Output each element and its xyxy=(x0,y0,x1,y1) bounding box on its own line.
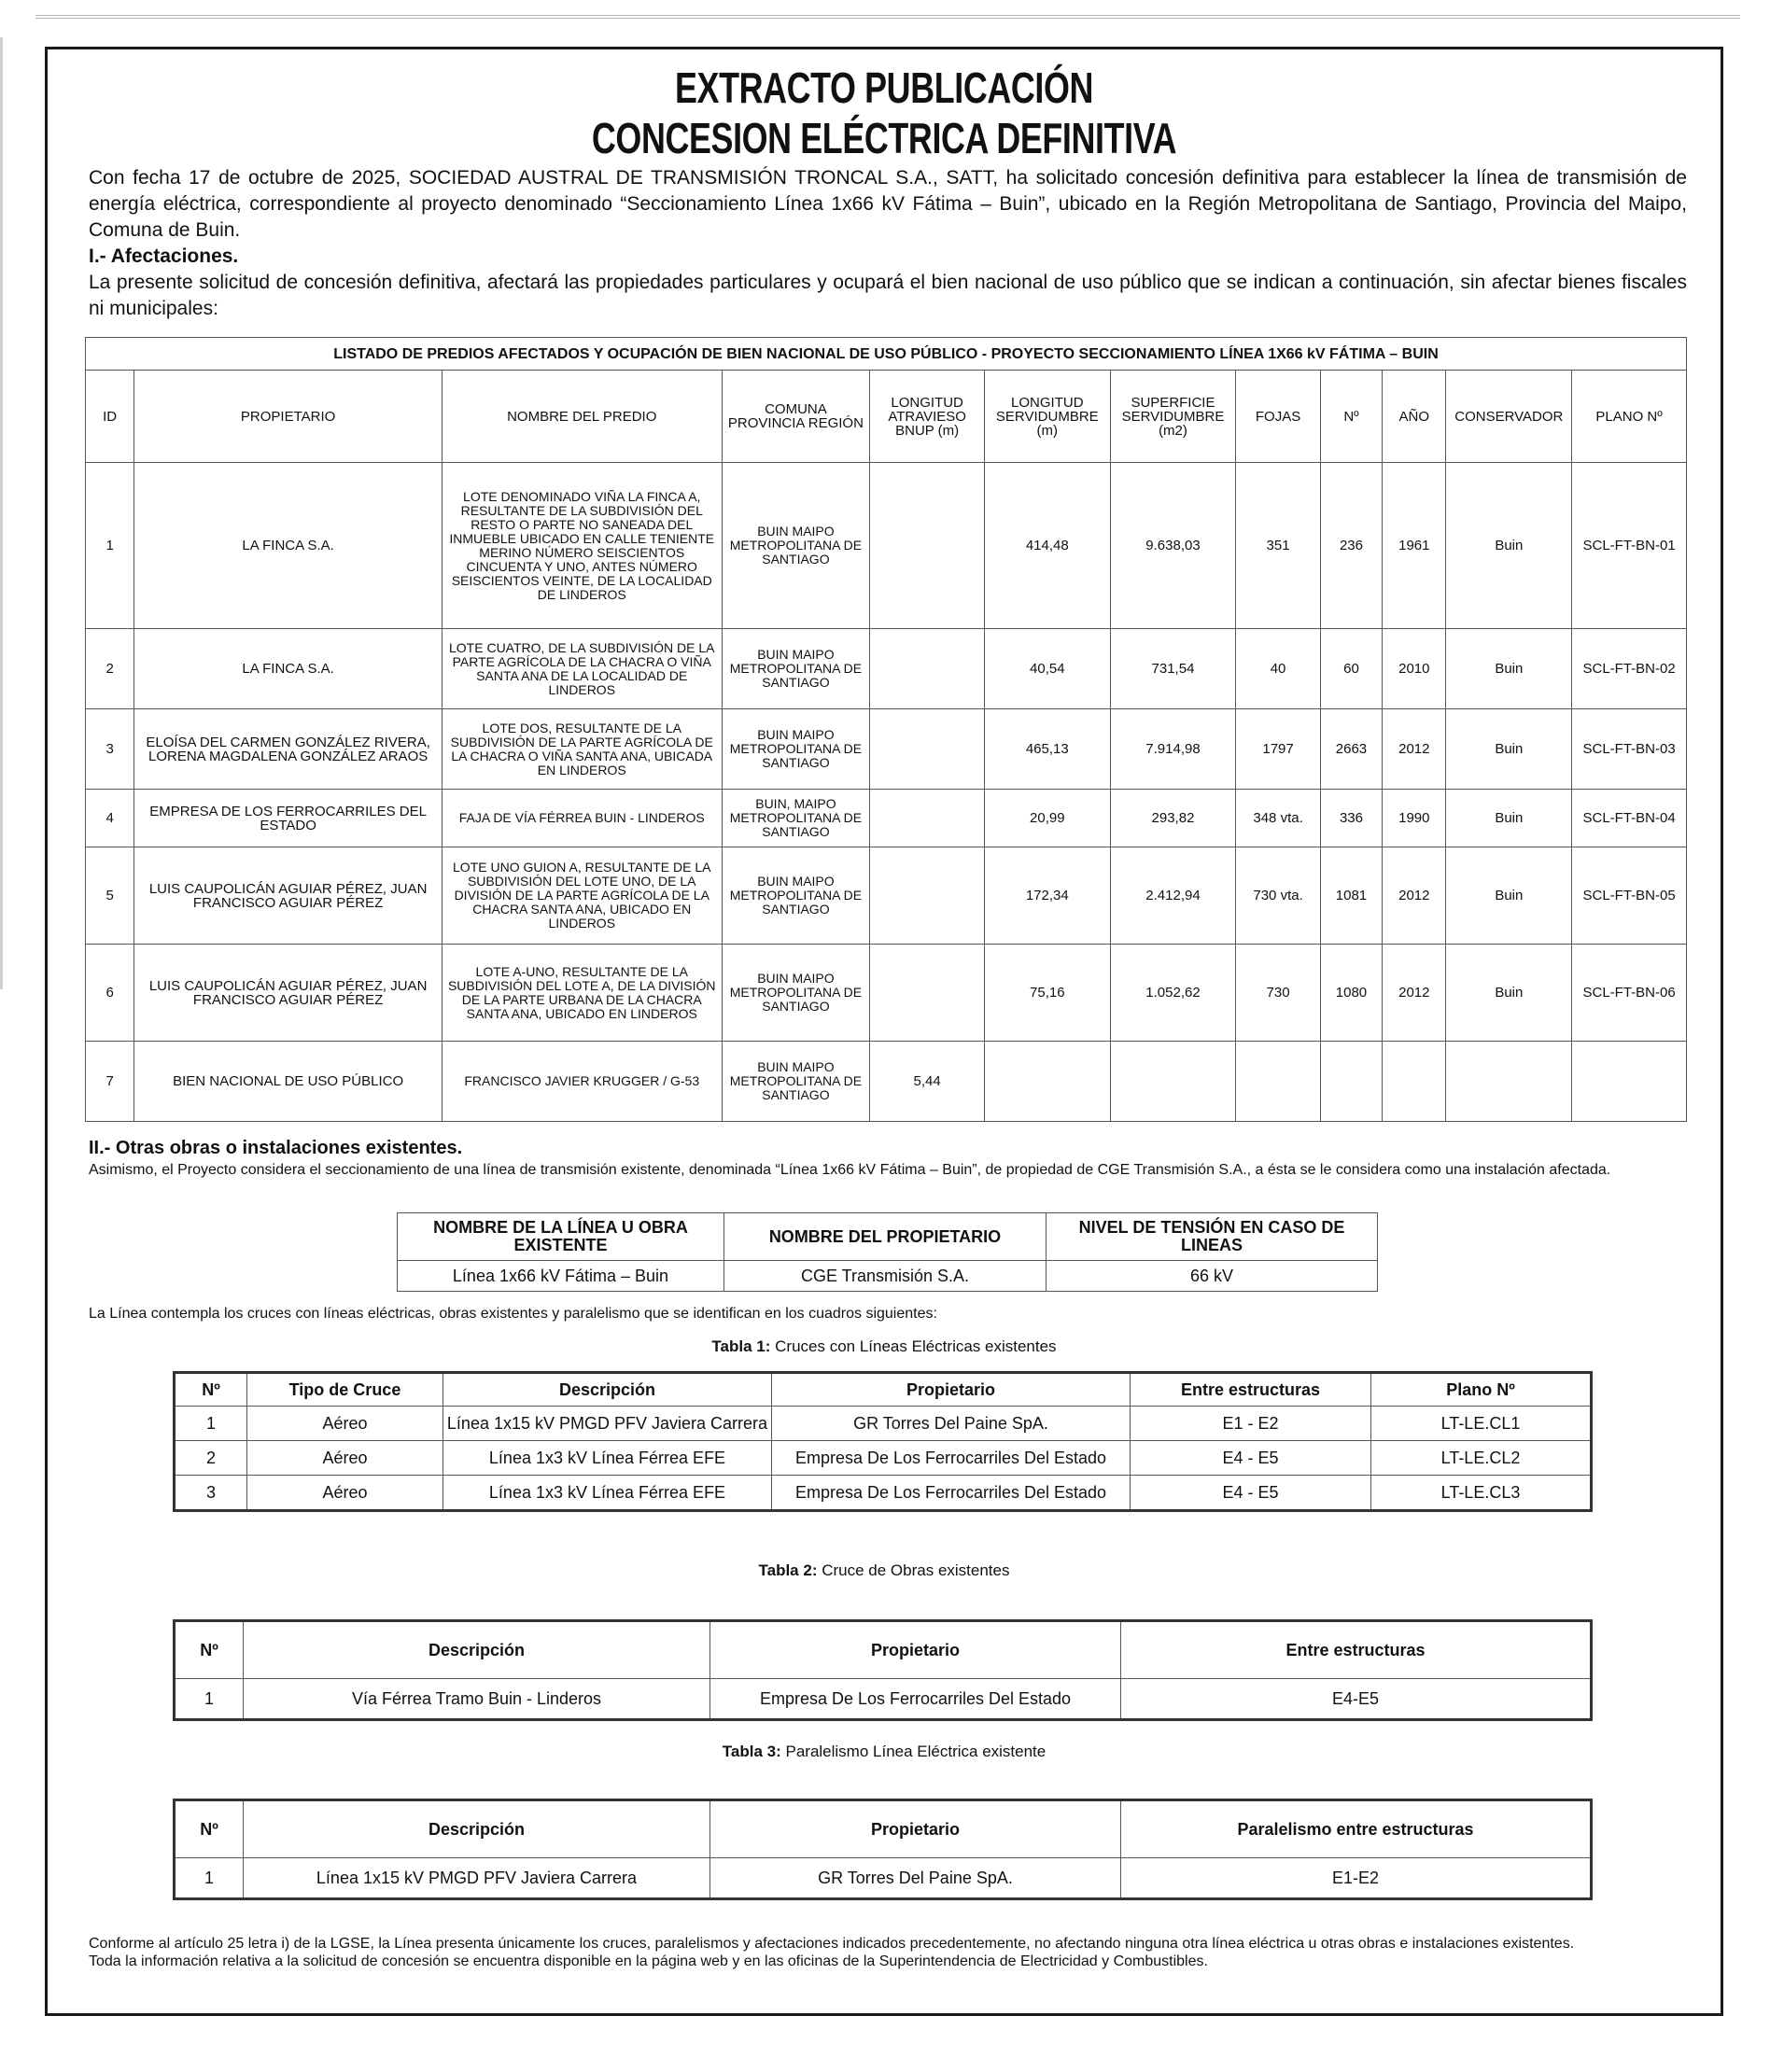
table-cell: 40,54 xyxy=(984,629,1110,709)
column-header: AÑO xyxy=(1383,371,1446,463)
intro-paragraph: Con fecha 17 de octubre de 2025, SOCIEDAD AUSTRAL DE TRANSMISIÓN TRONCAL S.A., SATT, ha solicitado concesión definitiva para establecer la línea de transmisión de energía eléctrica, correspondiente al proyecto denominado “Seccionamiento Línea 1x66 kV Fátima – Buin”, ubicado en la Región Metropolitana de Santiago, Provincia del Maipo, Comuna de Buin. xyxy=(89,167,1687,241)
crossing-intro: La Línea contempla los cruces con líneas eléctricas, obras existentes y paralelismo que se identifican en los cuadros siguientes: xyxy=(89,1306,937,1322)
t1-cell: Empresa De Los Ferrocarriles Del Estado xyxy=(772,1441,1131,1476)
table3-caption-label: Tabla 3: xyxy=(722,1743,781,1760)
t3-header: Propietario xyxy=(710,1800,1121,1858)
t1-cell: LT-LE.CL3 xyxy=(1371,1476,1592,1511)
t3-header: Descripción xyxy=(244,1800,710,1858)
table-cell xyxy=(1383,1042,1446,1122)
table-cell: 75,16 xyxy=(984,945,1110,1042)
t1-cell: Línea 1x3 kV Línea Férrea EFE xyxy=(443,1476,772,1511)
t1-cell: 3 xyxy=(175,1476,247,1511)
table-cell: 1 xyxy=(86,463,134,629)
t1-cell: Aéreo xyxy=(247,1407,443,1441)
t1-header: Plano Nº xyxy=(1371,1373,1592,1407)
table-cell: BUIN MAIPO METROPOLITANA DE SANTIAGO xyxy=(722,847,870,945)
table-cell: 1961 xyxy=(1383,463,1446,629)
table-cell: 236 xyxy=(1320,463,1382,629)
t2-cell: Empresa De Los Ferrocarriles Del Estado xyxy=(710,1679,1121,1720)
table-cell: 172,34 xyxy=(984,847,1110,945)
table-cell: 2010 xyxy=(1383,629,1446,709)
table1-caption xyxy=(48,1337,1721,1356)
table-cell: 414,48 xyxy=(984,463,1110,629)
table-cell: 2 xyxy=(86,629,134,709)
table-row xyxy=(175,1441,1592,1476)
line-table-cell: 66 kV xyxy=(1047,1261,1378,1292)
table-cell: ELOÍSA DEL CARMEN GONZÁLEZ RIVERA, LORENA MAGDALENA GONZÁLEZ ARAOS xyxy=(134,709,442,790)
column-header: ID xyxy=(86,371,134,463)
t1-cell: Línea 1x3 kV Línea Férrea EFE xyxy=(443,1441,772,1476)
affected-properties-table xyxy=(85,337,1687,1122)
notice-frame xyxy=(45,47,1723,2016)
t3-cell: 1 xyxy=(175,1858,244,1899)
table-row xyxy=(86,790,1687,847)
table-cell: FRANCISCO JAVIER KRUGGER / G-53 xyxy=(442,1042,722,1122)
column-header: Nº xyxy=(1320,371,1382,463)
table-cell: LOTE DENOMINADO VIÑA LA FINCA A, RESULTANTE DE LA SUBDIVISIÓN DEL RESTO O PARTE NO SANEADA DEL INMUEBLE UBICADO EN CALLE TENIENTE MERINO NÚMERO SEISCIENTOS CINCUENTA Y UNO, ANTES NÚMERO SEISCIENTOS VEINTE, DE LA LOCALIDAD DE LINDEROS xyxy=(442,463,722,629)
table-row xyxy=(86,847,1687,945)
footer-notes xyxy=(89,1935,1687,1970)
table-cell: Buin xyxy=(1446,709,1572,790)
section1-body: La presente solicitud de concesión definitiva, afectará las propiedades particulares y ocupará el bien nacional de uso público que se indican a continuación, sin afectar bienes fiscales ni municipales: xyxy=(89,272,1687,319)
table-row xyxy=(86,463,1687,629)
table-cell: SCL-FT-BN-04 xyxy=(1572,790,1687,847)
table-cell: BUIN MAIPO METROPOLITANA DE SANTIAGO xyxy=(722,463,870,629)
table3-caption xyxy=(48,1743,1721,1761)
table-row xyxy=(86,629,1687,709)
t1-cell: GR Torres Del Paine SpA. xyxy=(772,1407,1131,1441)
t1-cell: Aéreo xyxy=(247,1476,443,1511)
column-header: NOMBRE DEL PREDIO xyxy=(442,371,722,463)
table-cell: 336 xyxy=(1320,790,1382,847)
table-cell: 60 xyxy=(1320,629,1382,709)
title-line-2: CONCESION ELÉCTRICA DEFINITIVA xyxy=(591,114,1177,162)
table-cell: 5 xyxy=(86,847,134,945)
table-cell: 348 vta. xyxy=(1236,790,1320,847)
table1-caption-label: Tabla 1: xyxy=(711,1337,771,1355)
t1-header: Propietario xyxy=(772,1373,1131,1407)
table-cell: EMPRESA DE LOS FERROCARRILES DEL ESTADO xyxy=(134,790,442,847)
table-cell: LUIS CAUPOLICÁN AGUIAR PÉREZ, JUAN FRANCISCO AGUIAR PÉREZ xyxy=(134,945,442,1042)
table-cell: BIEN NACIONAL DE USO PÚBLICO xyxy=(134,1042,442,1122)
table-cell: SCL-FT-BN-05 xyxy=(1572,847,1687,945)
column-header: SUPERFICIE SERVIDUMBRE (m2) xyxy=(1110,371,1236,463)
table-cell: SCL-FT-BN-03 xyxy=(1572,709,1687,790)
table-cell: LUIS CAUPOLICÁN AGUIAR PÉREZ, JUAN FRANCISCO AGUIAR PÉREZ xyxy=(134,847,442,945)
t3-cell: Línea 1x15 kV PMGD PFV Javiera Carrera xyxy=(244,1858,710,1899)
top-rule xyxy=(35,15,1740,19)
t1-cell: E4 - E5 xyxy=(1131,1441,1371,1476)
column-header: CONSERVADOR xyxy=(1446,371,1572,463)
line-table-header: NIVEL DE TENSIÓN EN CASO DE LINEAS xyxy=(1047,1213,1378,1261)
column-header: LONGITUD ATRAVIESO BNUP (m) xyxy=(870,371,985,463)
table-cell: LA FINCA S.A. xyxy=(134,463,442,629)
table2-caption xyxy=(48,1561,1721,1580)
table1-caption-text: Cruces con Líneas Eléctricas existentes xyxy=(775,1337,1057,1355)
table-cell: BUIN, MAIPO METROPOLITANA DE SANTIAGO xyxy=(722,790,870,847)
table-cell: LOTE UNO GUION A, RESULTANTE DE LA SUBDIVISIÓN DEL LOTE UNO, DE LA DIVISIÓN DE LA PARTE AGRÍCOLA DE LA CHACRA SANTA ANA, UBICADO EN LINDEROS xyxy=(442,847,722,945)
table-cell: 1081 xyxy=(1320,847,1382,945)
t2-cell: E4-E5 xyxy=(1121,1679,1592,1720)
table-cell xyxy=(870,790,985,847)
t2-header: Nº xyxy=(175,1621,244,1679)
page-edge xyxy=(0,37,3,989)
section2-heading: II.- Otras obras o instalaciones existentes. xyxy=(89,1138,463,1158)
table-cell: 1797 xyxy=(1236,709,1320,790)
table-cell: 20,99 xyxy=(984,790,1110,847)
t1-header: Entre estructuras xyxy=(1131,1373,1371,1407)
table-row xyxy=(86,1042,1687,1122)
t2-header: Entre estructuras xyxy=(1121,1621,1592,1679)
column-header: COMUNA PROVINCIA REGIÓN xyxy=(722,371,870,463)
table-cell: Buin xyxy=(1446,463,1572,629)
works-crossing-table xyxy=(173,1619,1593,1721)
table-cell: 1080 xyxy=(1320,945,1382,1042)
table-cell xyxy=(870,463,985,629)
table-cell xyxy=(1110,1042,1236,1122)
table-cell xyxy=(870,847,985,945)
table-cell: 4 xyxy=(86,790,134,847)
table-cell: Buin xyxy=(1446,945,1572,1042)
table-cell: 9.638,03 xyxy=(1110,463,1236,629)
table-cell: 731,54 xyxy=(1110,629,1236,709)
line-table-cell: Línea 1x66 kV Fátima – Buin xyxy=(398,1261,724,1292)
footer-paragraph-2: Toda la información relativa a la solicitud de concesión se encuentra disponible en la página web y en las oficinas de la Superintendencia de Electricidad y Combustibles. xyxy=(89,1953,1208,1969)
table-cell: 2012 xyxy=(1383,709,1446,790)
t1-cell: Empresa De Los Ferrocarriles Del Estado xyxy=(772,1476,1131,1511)
table-cell: SCL-FT-BN-06 xyxy=(1572,945,1687,1042)
table-cell: SCL-FT-BN-01 xyxy=(1572,463,1687,629)
t1-cell: E4 - E5 xyxy=(1131,1476,1371,1511)
table-cell: LA FINCA S.A. xyxy=(134,629,442,709)
table-cell: 5,44 xyxy=(870,1042,985,1122)
t1-cell: 2 xyxy=(175,1441,247,1476)
table-cell: Buin xyxy=(1446,847,1572,945)
table-row xyxy=(175,1476,1592,1511)
section1-heading: I.- Afectaciones. xyxy=(89,245,239,267)
table-cell: 40 xyxy=(1236,629,1320,709)
table3-caption-text: Paralelismo Línea Eléctrica existente xyxy=(785,1743,1047,1760)
table-cell: BUIN MAIPO METROPOLITANA DE SANTIAGO xyxy=(722,1042,870,1122)
table-cell xyxy=(1572,1042,1687,1122)
table2-caption-label: Tabla 2: xyxy=(758,1561,818,1579)
table-cell xyxy=(870,945,985,1042)
table-cell: 1990 xyxy=(1383,790,1446,847)
footer-paragraph-1: Conforme al artículo 25 letra i) de la LGSE, la Línea presenta únicamente los cruces, paralelismos y afectaciones indicados precedentemente, no afectando ninguna otra línea eléctrica u otras obras e instalaciones existentes. xyxy=(89,1936,1575,1952)
table-cell: BUIN MAIPO METROPOLITANA DE SANTIAGO xyxy=(722,709,870,790)
table-cell xyxy=(1236,1042,1320,1122)
column-header: FOJAS xyxy=(1236,371,1320,463)
table-row xyxy=(175,1407,1592,1441)
table-cell: 351 xyxy=(1236,463,1320,629)
table-cell: 2012 xyxy=(1383,945,1446,1042)
table-cell: 465,13 xyxy=(984,709,1110,790)
t3-cell: E1-E2 xyxy=(1121,1858,1592,1899)
existing-line-table xyxy=(397,1212,1378,1292)
t1-cell: Aéreo xyxy=(247,1441,443,1476)
table-cell: 730 vta. xyxy=(1236,847,1320,945)
line-table-header: NOMBRE DEL PROPIETARIO xyxy=(724,1213,1047,1261)
t1-header: Descripción xyxy=(443,1373,772,1407)
line-table-cell: CGE Transmisión S.A. xyxy=(724,1261,1047,1292)
t2-header: Descripción xyxy=(244,1621,710,1679)
t2-cell: 1 xyxy=(175,1679,244,1720)
table2-caption-text: Cruce de Obras existentes xyxy=(822,1561,1010,1579)
t1-header: Tipo de Cruce xyxy=(247,1373,443,1407)
t2-header: Propietario xyxy=(710,1621,1121,1679)
t1-cell: 1 xyxy=(175,1407,247,1441)
table-cell: SCL-FT-BN-02 xyxy=(1572,629,1687,709)
table-row xyxy=(86,709,1687,790)
line-table-header: NOMBRE DE LA LÍNEA U OBRA EXISTENTE xyxy=(398,1213,724,1261)
t1-header: Nº xyxy=(175,1373,247,1407)
table-cell xyxy=(1320,1042,1382,1122)
crossings-table xyxy=(173,1371,1593,1512)
table-cell: 730 xyxy=(1236,945,1320,1042)
t1-cell: E1 - E2 xyxy=(1131,1407,1371,1441)
t2-cell: Vía Férrea Tramo Buin - Linderos xyxy=(244,1679,710,1720)
title-line-1: EXTRACTO PUBLICACIÓN xyxy=(674,63,1094,112)
table-cell: BUIN MAIPO METROPOLITANA DE SANTIAGO xyxy=(722,945,870,1042)
table-cell xyxy=(870,629,985,709)
table-cell: LOTE CUATRO, DE LA SUBDIVISIÓN DE LA PARTE AGRÍCOLA DE LA CHACRA O VIÑA SANTA ANA DE LA LOCALIDAD DE LINDEROS xyxy=(442,629,722,709)
table-cell: 2663 xyxy=(1320,709,1382,790)
table-cell: 293,82 xyxy=(1110,790,1236,847)
table-cell: FAJA DE VÍA FÉRREA BUIN - LINDEROS xyxy=(442,790,722,847)
parallelism-table xyxy=(173,1799,1593,1900)
table-cell: Buin xyxy=(1446,790,1572,847)
t1-cell: LT-LE.CL2 xyxy=(1371,1441,1592,1476)
table-cell: 7.914,98 xyxy=(1110,709,1236,790)
table-cell: 1.052,62 xyxy=(1110,945,1236,1042)
column-header: PROPIETARIO xyxy=(134,371,442,463)
t1-cell: Línea 1x15 kV PMGD PFV Javiera Carrera xyxy=(443,1407,772,1441)
table-cell: BUIN MAIPO METROPOLITANA DE SANTIAGO xyxy=(722,629,870,709)
t3-header: Paralelismo entre estructuras xyxy=(1121,1800,1592,1858)
table-cell: Buin xyxy=(1446,629,1572,709)
table-row xyxy=(86,945,1687,1042)
table-cell: LOTE DOS, RESULTANTE DE LA SUBDIVISIÓN DE LA PARTE AGRÍCOLA DE LA CHACRA O VIÑA SANTA ANA, UBICADA EN LINDEROS xyxy=(442,709,722,790)
table-cell: LOTE A-UNO, RESULTANTE DE LA SUBDIVISIÓN DEL LOTE A, DE LA DIVISIÓN DE LA PARTE URBANA DE LA CHACRA SANTA ANA, UBICADO EN LINDEROS xyxy=(442,945,722,1042)
t3-cell: GR Torres Del Paine SpA. xyxy=(710,1858,1121,1899)
table-cell xyxy=(1446,1042,1572,1122)
table-cell: 3 xyxy=(86,709,134,790)
table-cell xyxy=(984,1042,1110,1122)
table-cell: 7 xyxy=(86,1042,134,1122)
table-cell: 2012 xyxy=(1383,847,1446,945)
column-header: LONGITUD SERVIDUMBRE (m) xyxy=(984,371,1110,463)
table-cell xyxy=(870,709,985,790)
table-cell: 2.412,94 xyxy=(1110,847,1236,945)
t1-cell: LT-LE.CL1 xyxy=(1371,1407,1592,1441)
section2-body: Asimismo, el Proyecto considera el seccionamiento de una línea de transmisión existente, denominada “Línea 1x66 kV Fátima – Buin”, de propiedad de CGE Transmisión S.A., a ésta se le considera como una instalación afectada. xyxy=(89,1162,1611,1178)
column-header: PLANO Nº xyxy=(1572,371,1687,463)
table-caption: LISTADO DE PREDIOS AFECTADOS Y OCUPACIÓN DE BIEN NACIONAL DE USO PÚBLICO - PROYECTO SECCIONAMIENTO LÍNEA 1X66 kV FÁTIMA – BUIN xyxy=(86,338,1687,371)
t3-header: Nº xyxy=(175,1800,244,1858)
table-cell: 6 xyxy=(86,945,134,1042)
